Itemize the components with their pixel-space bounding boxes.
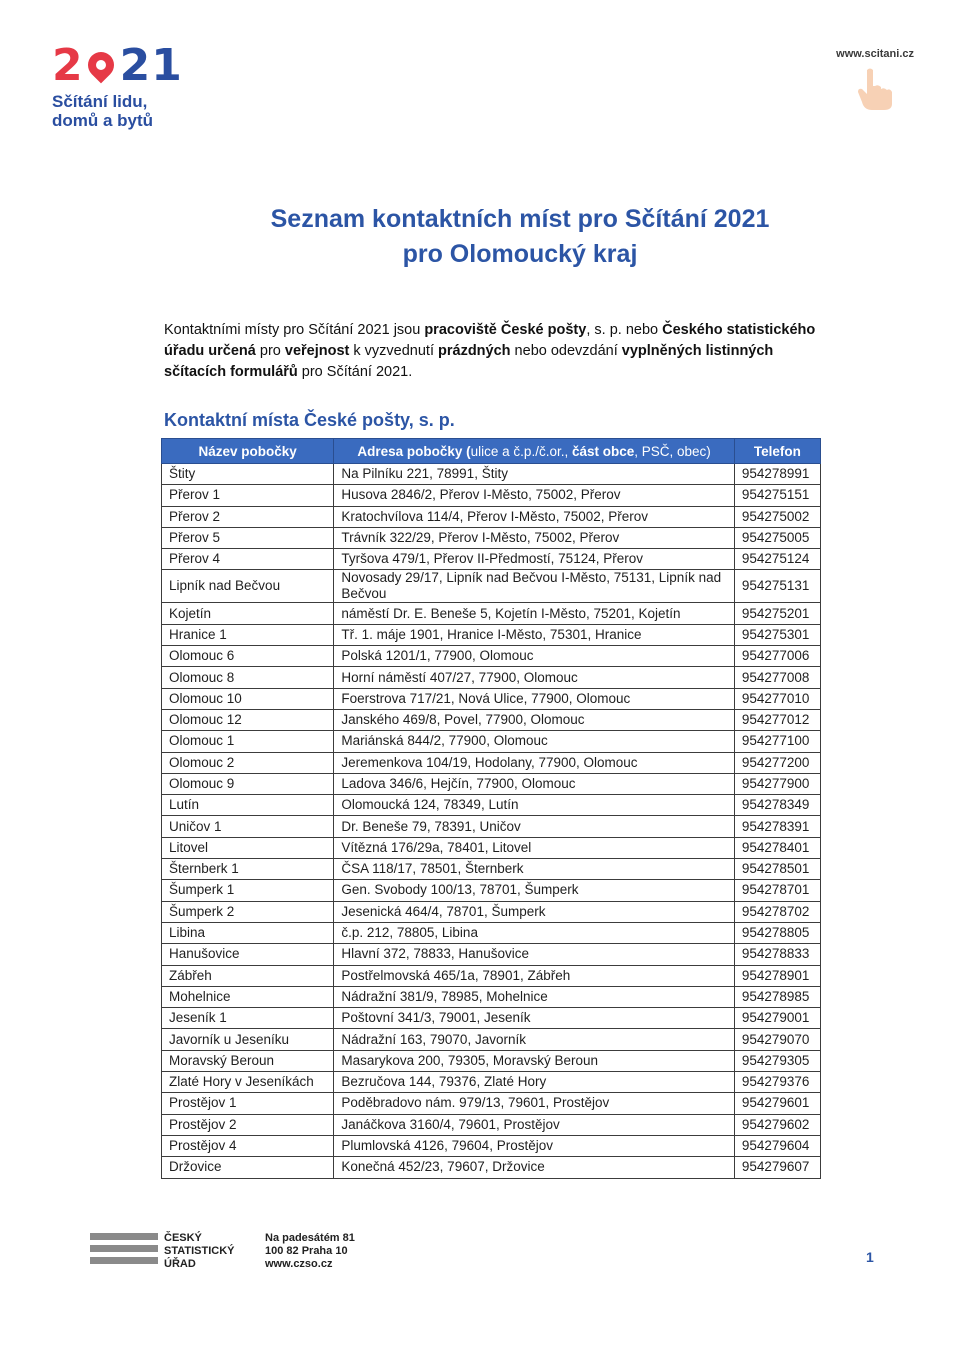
phone-cell: 954279604 — [734, 1135, 820, 1156]
table-row — [162, 667, 821, 688]
header-text: Adresa pobočky ( — [357, 443, 471, 459]
address-cell: Masarykova 200, 79305, Moravský Beroun — [334, 1050, 734, 1071]
phone-cell: 954277900 — [734, 773, 820, 794]
branch-name-cell: Olomouc 6 — [162, 646, 334, 667]
phone-cell: 954279607 — [734, 1157, 820, 1178]
brand-line: ČESKÝ — [164, 1232, 202, 1244]
phone-cell: 954275131 — [734, 570, 820, 603]
table-row — [162, 549, 821, 570]
table-row — [162, 485, 821, 506]
table-row — [162, 773, 821, 794]
logo-line-2: domů a bytů — [52, 111, 154, 130]
address-cell: Olomoucká 124, 78349, Lutín — [334, 795, 734, 816]
phone-cell: 954278805 — [734, 922, 820, 943]
intro-text: , s. p. nebo — [586, 322, 663, 338]
branch-name-cell: Přerov 2 — [162, 506, 334, 527]
address-cell: č.p. 212, 78805, Libina — [334, 922, 734, 943]
brand-line: STATISTICKÝ — [164, 1245, 235, 1257]
address-cell: Na Pilníku 221, 78991, Štity — [334, 464, 734, 485]
address-cell: Plumlovská 4126, 79604, Prostějov — [334, 1135, 734, 1156]
intro-emphasis: pracoviště České pošty — [424, 322, 587, 338]
table-row — [162, 464, 821, 485]
footer-web-link[interactable]: www.czso.cz — [265, 1258, 333, 1270]
table-row — [162, 1157, 821, 1178]
phone-cell: 954277008 — [734, 667, 820, 688]
address-cell: Polská 1201/1, 77900, Olomouc — [334, 646, 734, 667]
phone-cell: 954278991 — [734, 464, 820, 485]
address-cell: Vítězná 176/29a, 78401, Litovel — [334, 837, 734, 858]
branch-name-cell: Olomouc 9 — [162, 773, 334, 794]
branch-name-cell: Šternberk 1 — [162, 859, 334, 880]
branch-name-cell: Moravský Beroun — [162, 1050, 334, 1071]
phone-cell: 954278391 — [734, 816, 820, 837]
logo-digit: 2 — [52, 40, 82, 91]
address-cell: Jeremenkova 104/19, Hodolany, 77900, Olomouc — [334, 752, 734, 773]
intro-paragraph — [164, 320, 829, 383]
address-line: Na padesátém 81 — [265, 1232, 355, 1244]
intro-text: Kontaktními místy pro Sčítání 2021 jsou — [164, 322, 425, 338]
branch-name-cell: Přerov 1 — [162, 485, 334, 506]
contact-points-table — [161, 438, 821, 1179]
branch-name-cell: Jeseník 1 — [162, 1008, 334, 1029]
brand-line: ÚŘAD — [164, 1258, 196, 1270]
address-cell: Novosady 29/17, Lipník nad Bečvou I-Město, 75131, Lipník nad Bečvou — [334, 570, 734, 603]
address-cell: Husova 2846/2, Přerov I-Město, 75002, Přerov — [334, 485, 734, 506]
table-row — [162, 795, 821, 816]
address-cell: Gen. Svobody 100/13, 78701, Šumperk — [334, 880, 734, 901]
table-row — [162, 731, 821, 752]
header-text: část obce — [571, 443, 635, 459]
table-row — [162, 1029, 821, 1050]
address-cell: Tř. 1. máje 1901, Hranice I-Město, 75301, Hranice — [334, 624, 734, 645]
map-pin-icon — [82, 47, 119, 84]
address-cell: Janského 469/8, Povel, 77900, Olomouc — [334, 709, 734, 730]
footer-brand — [164, 1232, 234, 1271]
branch-name-cell: Olomouc 10 — [162, 688, 334, 709]
phone-cell: 954275124 — [734, 549, 820, 570]
table-row — [162, 922, 821, 943]
branch-name-cell: Šumperk 1 — [162, 880, 334, 901]
phone-cell: 954278701 — [734, 880, 820, 901]
branch-name-cell: Kojetín — [162, 603, 334, 624]
page-title — [200, 202, 840, 272]
branch-name-cell: Hranice 1 — [162, 624, 334, 645]
branch-name-cell: Prostějov 1 — [162, 1093, 334, 1114]
phone-cell: 954277006 — [734, 646, 820, 667]
phone-cell: 954279602 — [734, 1114, 820, 1135]
branch-name-cell: Libina — [162, 922, 334, 943]
branch-name-cell: Držovice — [162, 1157, 334, 1178]
czso-logo — [90, 1233, 158, 1269]
table-row — [162, 688, 821, 709]
address-cell: Horní náměstí 407/27, 77900, Olomouc — [334, 667, 734, 688]
phone-cell: 954275002 — [734, 506, 820, 527]
phone-cell: 954275151 — [734, 485, 820, 506]
address-cell: Bezručova 144, 79376, Zlaté Hory — [334, 1072, 734, 1093]
address-cell: Jesenická 464/4, 78701, Šumperk — [334, 901, 734, 922]
intro-emphasis: prázdných — [438, 343, 511, 359]
branch-name-cell: Prostějov 4 — [162, 1135, 334, 1156]
intro-text: pro Sčítání 2021. — [297, 364, 413, 380]
phone-cell: 954278349 — [734, 795, 820, 816]
address-cell: Konečná 452/23, 79607, Držovice — [334, 1157, 734, 1178]
phone-cell: 954277010 — [734, 688, 820, 709]
branch-name-cell: Zlaté Hory v Jeseníkách — [162, 1072, 334, 1093]
intro-text: pro — [255, 343, 285, 359]
address-cell: Hlavní 372, 78833, Hanušovice — [334, 944, 734, 965]
branch-name-cell: Javorník u Jeseníku — [162, 1029, 334, 1050]
branch-name-cell: Olomouc 1 — [162, 731, 334, 752]
title-line-1: Seznam kontaktních míst pro Sčítání 2021 — [270, 205, 770, 233]
column-header-name: Název pobočky — [162, 439, 334, 464]
branch-name-cell: Olomouc 8 — [162, 667, 334, 688]
table-row — [162, 646, 821, 667]
site-url-link[interactable]: www.scitani.cz — [836, 48, 914, 60]
table-body — [162, 464, 821, 1179]
table-row — [162, 1093, 821, 1114]
table-row — [162, 901, 821, 922]
branch-name-cell: Šumperk 2 — [162, 901, 334, 922]
table-row — [162, 709, 821, 730]
branch-name-cell: Přerov 4 — [162, 549, 334, 570]
address-cell: Nádražní 163, 79070, Javorník — [334, 1029, 734, 1050]
table-row — [162, 527, 821, 548]
logo-digit: 2 — [119, 40, 150, 91]
address-cell: Trávník 322/29, Přerov I-Město, 75002, Přerov — [334, 527, 734, 548]
phone-cell: 954278501 — [734, 859, 820, 880]
phone-cell: 954277200 — [734, 752, 820, 773]
branch-name-cell: Olomouc 12 — [162, 709, 334, 730]
logo-bar — [90, 1245, 158, 1252]
phone-cell: 954279305 — [734, 1050, 820, 1071]
footer-address — [265, 1232, 355, 1271]
table-row — [162, 965, 821, 986]
pointing-hand-icon — [855, 66, 893, 110]
address-cell: Tyršova 479/1, Přerov II-Předmostí, 75124, Přerov — [334, 549, 734, 570]
intro-text: nebo odevzdání — [510, 343, 622, 359]
address-cell: náměstí Dr. E. Beneše 5, Kojetín I-Město, 75201, Kojetín — [334, 603, 734, 624]
table-row — [162, 944, 821, 965]
address-cell: Ladova 346/6, Hejčín, 77900, Olomouc — [334, 773, 734, 794]
table-row — [162, 1072, 821, 1093]
phone-cell: 954277100 — [734, 731, 820, 752]
table-row — [162, 624, 821, 645]
phone-cell: 954278985 — [734, 986, 820, 1007]
table-row — [162, 1008, 821, 1029]
branch-name-cell: Hanušovice — [162, 944, 334, 965]
table-header-row — [162, 439, 821, 464]
branch-name-cell: Přerov 5 — [162, 527, 334, 548]
address-cell: Dr. Beneše 79, 78391, Uničov — [334, 816, 734, 837]
phone-cell: 954278901 — [734, 965, 820, 986]
phone-cell: 954278702 — [734, 901, 820, 922]
table-row — [162, 837, 821, 858]
phone-cell: 954279070 — [734, 1029, 820, 1050]
column-header-phone: Telefon — [734, 439, 820, 464]
phone-cell: 954275005 — [734, 527, 820, 548]
title-line-2: pro Olomoucký kraj — [402, 240, 638, 268]
phone-cell: 954278833 — [734, 944, 820, 965]
phone-cell: 954279001 — [734, 1008, 820, 1029]
table-row — [162, 859, 821, 880]
column-header-address — [334, 439, 734, 464]
address-cell: Nádražní 381/9, 78985, Mohelnice — [334, 986, 734, 1007]
branch-name-cell: Uničov 1 — [162, 816, 334, 837]
branch-name-cell: Lutín — [162, 795, 334, 816]
logo-year — [52, 40, 182, 91]
table-row — [162, 880, 821, 901]
census-logo — [52, 40, 182, 130]
address-line: 100 82 Praha 10 — [265, 1245, 348, 1257]
table-row — [162, 1050, 821, 1071]
intro-emphasis: veřejnost — [284, 343, 350, 359]
phone-cell: 954278401 — [734, 837, 820, 858]
branch-name-cell: Zábřeh — [162, 965, 334, 986]
page-number: 1 — [866, 1249, 874, 1265]
logo-digit: 1 — [151, 40, 181, 91]
address-cell: Poděbradovo nám. 979/13, 79601, Prostějov — [334, 1093, 734, 1114]
logo-tagline — [52, 92, 182, 130]
table-row — [162, 603, 821, 624]
phone-cell: 954275301 — [734, 624, 820, 645]
address-cell: ČSA 118/17, 78501, Šternberk — [334, 859, 734, 880]
address-cell: Foerstrova 717/21, Nová Ulice, 77900, Olomouc — [334, 688, 734, 709]
phone-cell: 954275201 — [734, 603, 820, 624]
branch-name-cell: Olomouc 2 — [162, 752, 334, 773]
branch-name-cell: Lipník nad Bečvou — [162, 570, 334, 603]
address-cell: Kratochvílova 114/4, Přerov I-Město, 75002, Přerov — [334, 506, 734, 527]
intro-emphasis: vyplněných listinných sčítacích formulářů — [164, 343, 774, 380]
table-row — [162, 816, 821, 837]
phone-cell: 954277012 — [734, 709, 820, 730]
address-cell: Poštovní 341/3, 79001, Jeseník — [334, 1008, 734, 1029]
branch-name-cell: Štity — [162, 464, 334, 485]
phone-cell: 954279601 — [734, 1093, 820, 1114]
table-row — [162, 986, 821, 1007]
phone-cell: 954279376 — [734, 1072, 820, 1093]
logo-line-1: Sčítání lidu, — [52, 92, 148, 111]
header-text: , PSČ, obec) — [634, 443, 711, 459]
table-row — [162, 752, 821, 773]
address-cell: Janáčkova 3160/4, 79601, Prostějov — [334, 1114, 734, 1135]
address-cell: Postřelmovská 465/1a, 78901, Zábřeh — [334, 965, 734, 986]
table-row — [162, 1135, 821, 1156]
table-row — [162, 570, 821, 603]
table-row — [162, 1114, 821, 1135]
header-text: ulice a č.p./č.or., — [470, 443, 572, 459]
section-heading: Kontaktní místa České pošty, s. p. — [164, 410, 455, 430]
logo-bar — [90, 1257, 158, 1264]
address-cell: Mariánská 844/2, 77900, Olomouc — [334, 731, 734, 752]
intro-text: k vyzvednutí — [349, 343, 439, 359]
branch-name-cell: Mohelnice — [162, 986, 334, 1007]
table-row — [162, 506, 821, 527]
logo-bar — [90, 1233, 158, 1240]
branch-name-cell: Litovel — [162, 837, 334, 858]
branch-name-cell: Prostějov 2 — [162, 1114, 334, 1135]
intro-emphasis: Českého statistického úřadu určená — [164, 322, 816, 359]
